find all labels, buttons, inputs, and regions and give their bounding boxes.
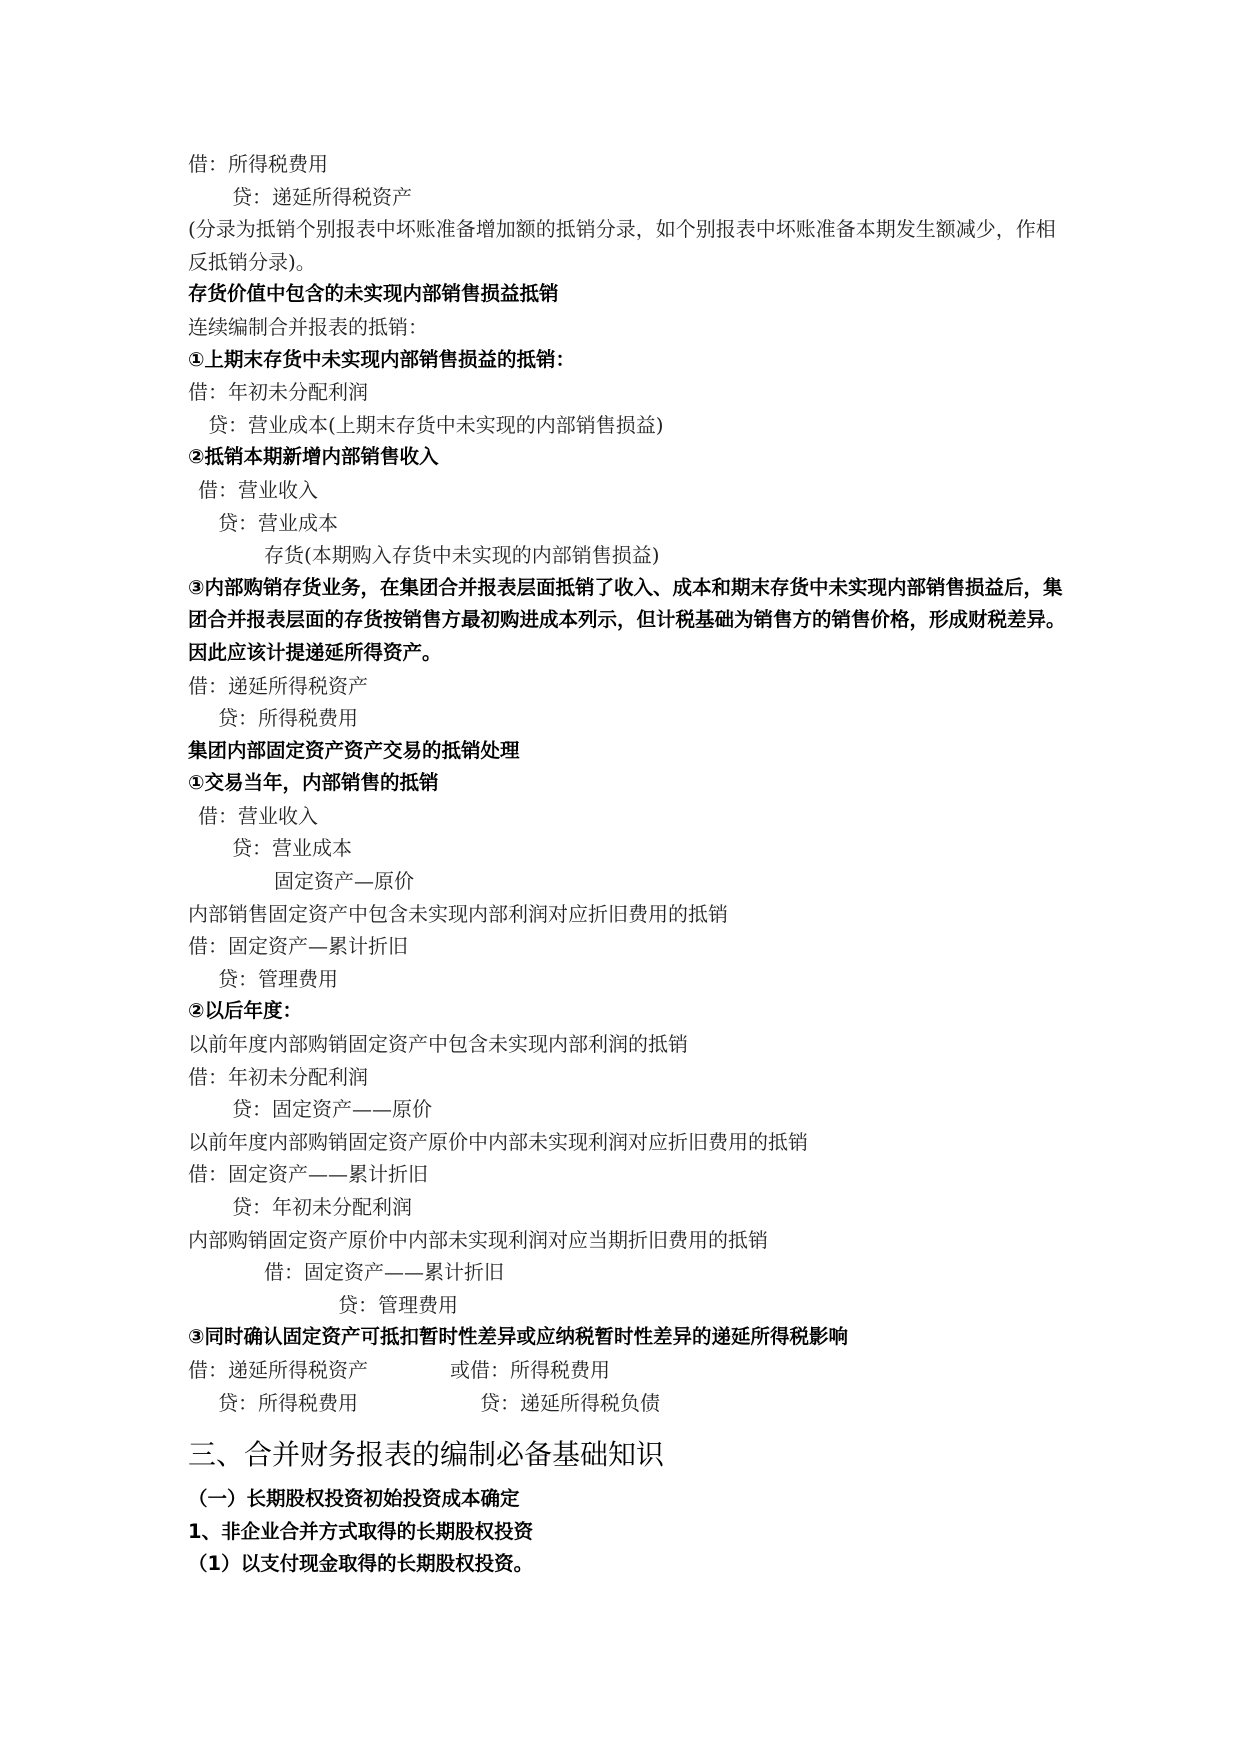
entry-credit: 贷：固定资产——原价 — [232, 1097, 432, 1122]
section-heading: 存货价值中包含的未实现内部销售损益抵销 — [188, 282, 559, 306]
note-paragraph: (分录为抵销个别报表中坏账准备增加额的抵销分录，如个别报表中坏账准备本期发生额减少，作相反抵销分录)。 — [188, 217, 1056, 274]
entry-credit: 贷：营业成本 — [218, 510, 338, 535]
subsection-heading: ②抵销本期新增内部销售收入 — [188, 445, 439, 469]
text-line: 以前年度内部购销固定资产中包含未实现内部利润的抵销 — [188, 1032, 688, 1057]
entry-pair-row — [188, 1354, 1068, 1387]
entry-debit: 借：固定资产——累计折旧 — [188, 1162, 428, 1187]
subsection-heading: ③同时确认固定资产可抵扣暂时性差异或应纳税暂时性差异的递延所得税影响 — [188, 1325, 849, 1349]
entry-credit: 贷：营业成本(上期末存货中未实现的内部销售损益) — [208, 412, 664, 437]
section-heading: 集团内部固定资产资产交易的抵销处理 — [188, 738, 520, 762]
entry-credit: 贷：年初未分配利润 — [232, 1195, 412, 1219]
text-line: 内部销售固定资产中包含未实现内部利润对应折旧费用的抵销 — [188, 901, 728, 926]
entry-debit: 借：固定资产—累计折旧 — [188, 934, 408, 959]
subsection-heading: （1）以支付现金取得的长期股权投资。 — [188, 1552, 534, 1576]
entry-credit-continued: 固定资产—原价 — [274, 869, 414, 894]
entry-debit: 借：营业收入 — [198, 803, 318, 828]
entry-debit: 借：递延所得税资产 — [188, 1357, 368, 1382]
subsection-heading: ①上期末存货中未实现内部销售损益的抵销： — [188, 347, 576, 371]
subsection-heading: （一）长期股权投资初始投资成本确定 — [188, 1487, 520, 1511]
text-line: 连续编制合并报表的抵销： — [188, 314, 428, 339]
document-body — [188, 148, 1068, 1581]
entry-credit: 贷：营业成本 — [232, 836, 352, 861]
entry-credit: 贷：管理费用 — [338, 1292, 458, 1317]
entry-debit: 借：营业收入 — [198, 477, 318, 502]
subsection-heading: ①交易当年，内部销售的抵销 — [188, 771, 439, 795]
entry-alt-credit: 贷：递延所得税负债 — [480, 1390, 660, 1415]
entry-alt-debit: 或借：所得税费用 — [450, 1357, 610, 1382]
entry-credit: 贷：管理费用 — [218, 966, 338, 991]
entry-credit: 贷：所得税费用 — [218, 1390, 358, 1415]
entry-credit-continued: 存货(本期购入存货中未实现的内部销售损益) — [264, 543, 660, 568]
entry-pair-row — [188, 1387, 1068, 1420]
subsection-heading: ②以后年度： — [188, 999, 303, 1023]
text-line: 以前年度内部购销固定资产原价中内部未实现利润对应折旧费用的抵销 — [188, 1129, 808, 1154]
text-line: 内部购销固定资产原价中内部未实现利润对应当期折旧费用的抵销 — [188, 1227, 768, 1252]
entry-debit: 借：年初未分配利润 — [188, 380, 368, 405]
entry-credit: 贷：递延所得税资产 — [232, 184, 412, 209]
entry-credit: 贷：所得税费用 — [218, 706, 358, 731]
chapter-title: 三、合并财务报表的编制必备基础知识 — [188, 1438, 665, 1472]
entry-debit: 借：年初未分配利润 — [188, 1064, 368, 1089]
entry-debit: 借：固定资产——累计折旧 — [264, 1260, 504, 1285]
explanation-paragraph: ③内部购销存货业务，在集团合并报表层面抵销了收入、成本和期末存货中未实现内部销售损益后，集团合并报表层面的存货按销售方最初购进成本列示，但计税基础为销售方的销售价格，形成财税差异。因此应该计提递延所得资产。 — [188, 575, 1066, 664]
subsection-heading: 1、非企业合并方式取得的长期股权投资 — [188, 1519, 534, 1543]
entry-debit: 借：所得税费用 — [188, 152, 328, 176]
entry-debit: 借：递延所得税资产 — [188, 673, 368, 698]
